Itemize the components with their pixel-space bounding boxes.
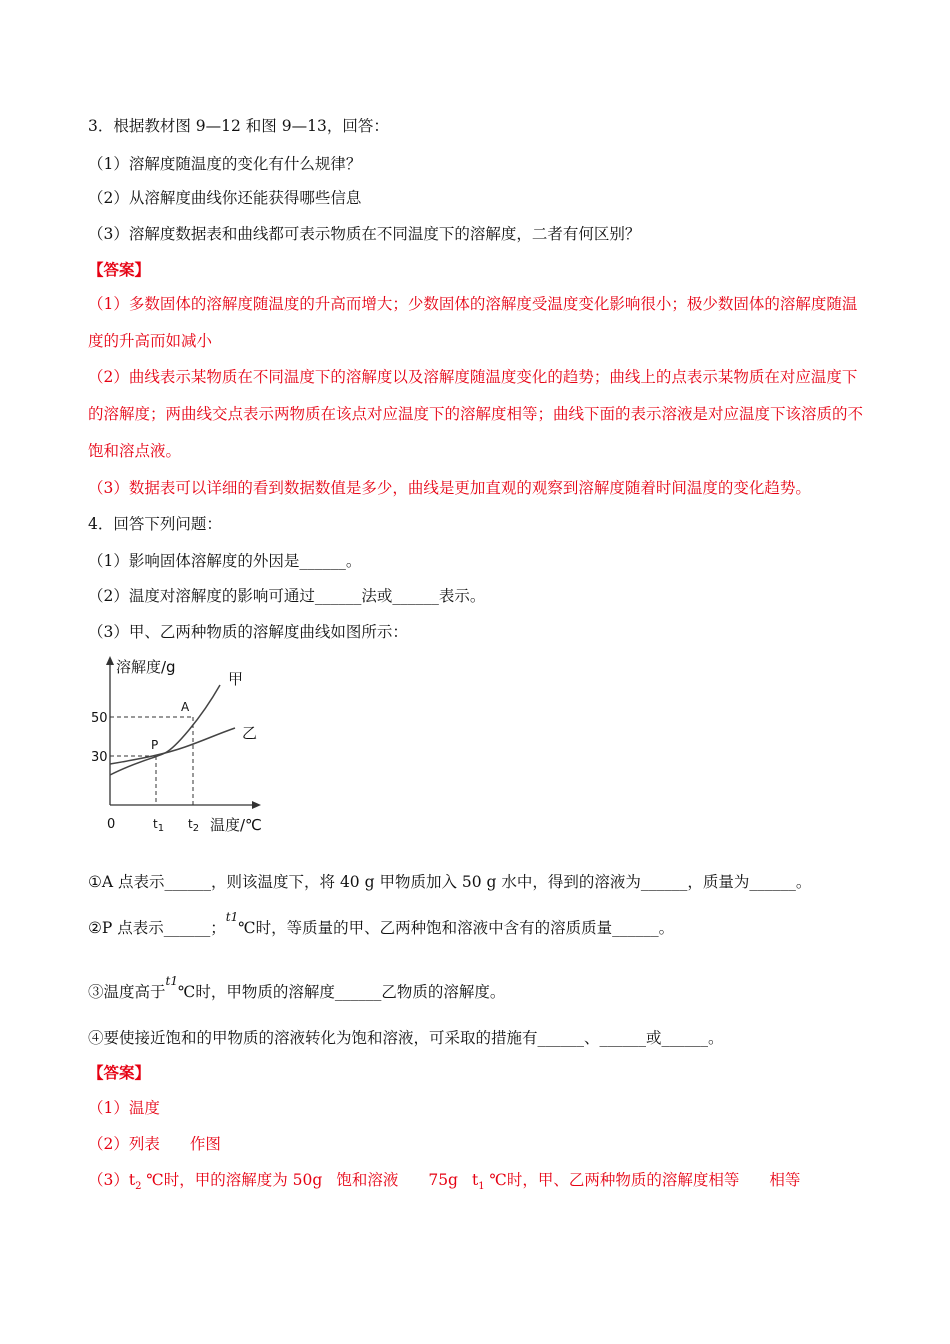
series-yi-curve (110, 728, 235, 764)
y-tick-30: 30 (91, 750, 108, 765)
q3-answer-1: （1）多数固体的溶解度随温度的升高而增大；少数固体的溶解度受温度变化影响很小；极少数固体的溶解度随温度的升高而如减小 (88, 295, 858, 350)
q4-answer-3 (88, 1170, 800, 1197)
q3-answer-2: （2）曲线表示某物质在不同温度下的溶解度以及溶解度随温度变化的趋势；曲线上的点表示某物质在对应温度下的溶解度；两曲线交点表示两物质在该点对应温度下的溶解度相等；曲线下面的表示溶液是对应温度下该溶质的不饱和溶点液。 (88, 368, 864, 460)
series-jia-label: 甲 (228, 670, 244, 688)
q4-sub-2 (88, 910, 675, 939)
q4-sub-3b: ℃时，甲物质的溶解度______乙物质的溶解度。 (177, 983, 506, 1001)
x-axis-label: 温度/℃ (210, 816, 262, 834)
q4-answer-3-t1-sub: 1 (478, 1181, 485, 1193)
q4-sub-1: ①A 点表示______，则该温度下，将 40 g 甲物质加入 50 g 水中，得到的溶液为______，质量为______。 (88, 873, 812, 891)
q3-item-1: （1）溶解度随温度的变化有什么规律？ (88, 155, 362, 173)
x-tick-t2: $t_2$ (188, 817, 200, 834)
solubility-chart (85, 650, 285, 840)
t1-inline: t1 (225, 910, 239, 924)
q4-item-1: （1）影响固体溶解度的外因是______。 (88, 552, 362, 570)
x-tick-t1: $t_1$ (153, 817, 165, 834)
q3-answer-label: 【答案】 (88, 260, 151, 279)
q4-answer-3-prefix: （3）t (88, 1171, 136, 1189)
q4-answer-3-part5: 相等 (769, 1171, 801, 1189)
y-axis-arrow (106, 656, 114, 665)
origin-label: 0 (107, 817, 116, 832)
q4-answer-3-part3: 75g (428, 1171, 458, 1189)
q4-answer-3-part4: ℃时，甲、乙两种物质的溶解度相等 (484, 1171, 740, 1189)
q4-answer-2b: 作图 (189, 1135, 221, 1153)
q4-sub-3a: ③温度高于 (88, 983, 166, 1001)
q4-answer-3-t1: t (471, 1171, 479, 1189)
y-tick-50: 50 (91, 711, 108, 726)
q4-title: 4．回答下列问题： (88, 515, 222, 533)
q4-sub-3 (88, 974, 506, 1003)
x-axis-arrow (252, 801, 261, 809)
point-p-label: P (151, 738, 159, 752)
q4-answer-3-part1: ℃时，甲的溶解度为 50g (141, 1171, 323, 1189)
q3-answer-3: （3）数据表可以详细的看到数据数值是多少，曲线是更加直观的观察到溶解度随着时间温度的变化趋势。 (88, 479, 811, 497)
t1-inline-2: t1 (165, 974, 178, 988)
q4-answer-label: 【答案】 (88, 1063, 151, 1082)
q4-item-3: （3）甲、乙两种物质的溶解度曲线如图所示： (88, 623, 408, 641)
q4-answer-3-t2-sub: 2 (135, 1181, 142, 1193)
q4-item-2: （2）温度对溶解度的影响可通过______法或______表示。 (88, 587, 486, 605)
q3-title: 3．根据教材图 9—12 和图 9—13，回答： (88, 117, 389, 135)
q4-sub-2b: ℃时，等质量的甲、乙两种饱和溶液中含有的溶质质量______。 (238, 919, 675, 937)
q4-answer-2 (88, 1134, 221, 1154)
series-yi-label: 乙 (242, 724, 258, 742)
q4-answer-2a: （2）列表 (88, 1135, 160, 1153)
q4-answer-3-part2: 饱和溶液 (336, 1171, 399, 1189)
q3-item-2: （2）从溶解度曲线你还能获得哪些信息 (88, 189, 362, 207)
y-axis-label: 溶解度/g (116, 658, 176, 676)
q3-item-3: （3）溶解度数据表和曲线都可表示物质在不同温度下的溶解度，二者有何区别？ (88, 225, 641, 243)
q4-sub-2a: ②P 点表示______； (88, 919, 226, 937)
point-a-label: A (181, 700, 190, 714)
q4-answer-1: （1）温度 (88, 1099, 160, 1117)
q4-sub-4: ④要使接近饱和的甲物质的溶液转化为饱和溶液，可采取的措施有______、______或______。 (88, 1029, 724, 1047)
